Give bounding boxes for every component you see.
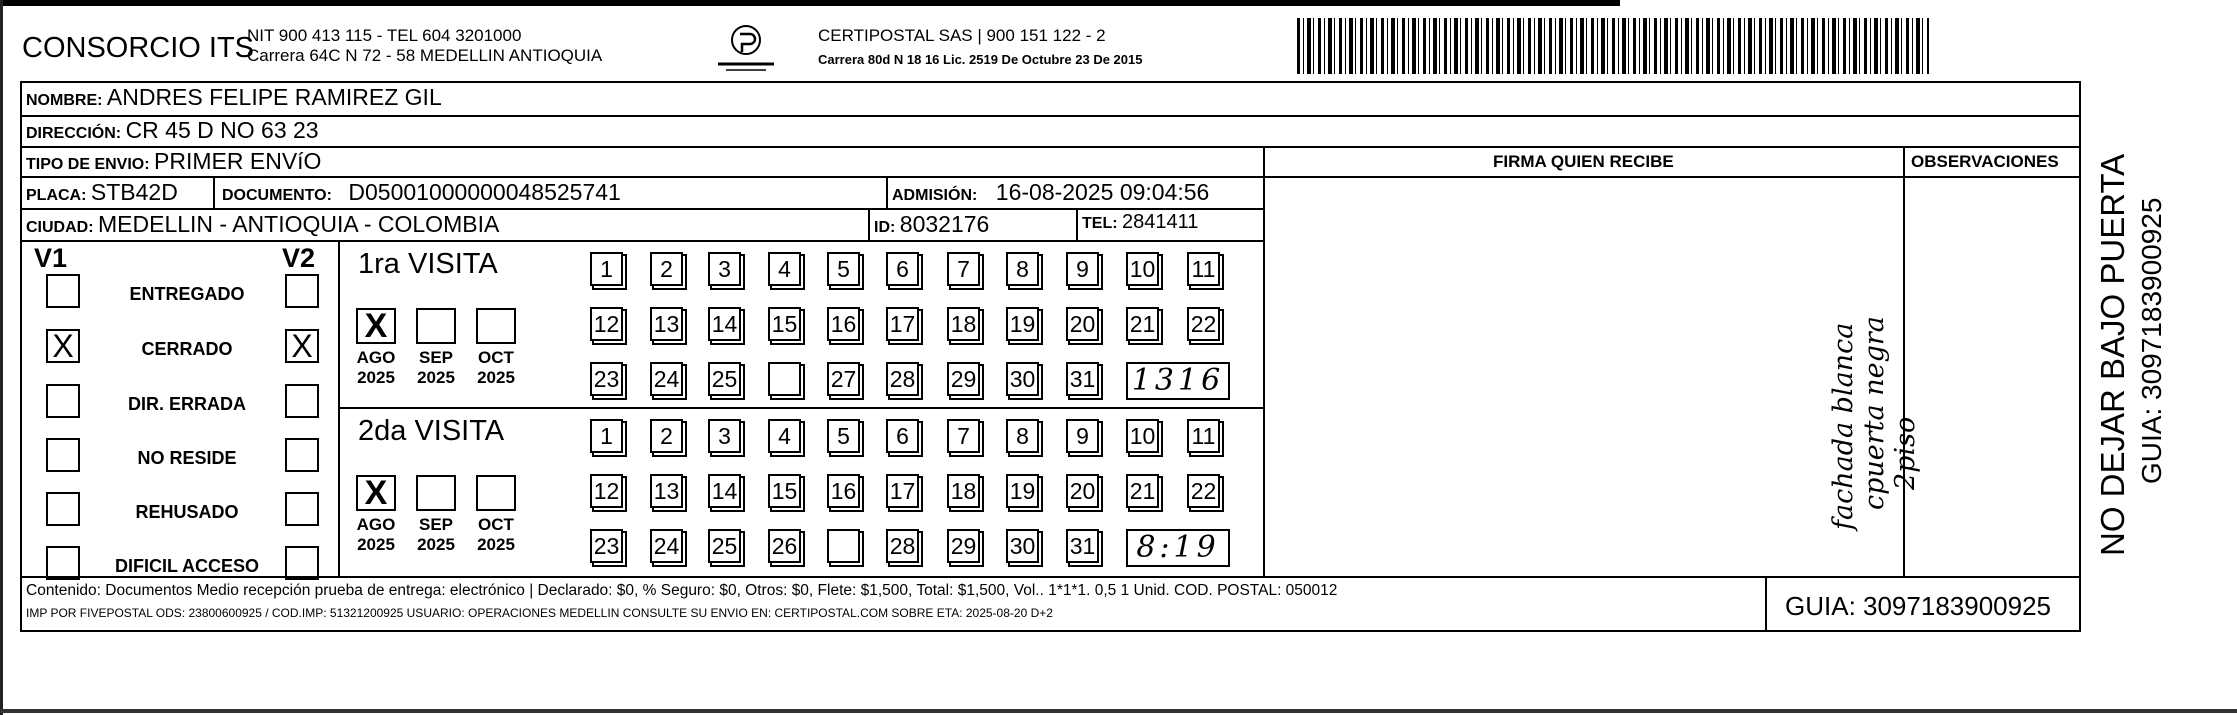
- day-box[interactable]: 16: [827, 474, 860, 508]
- month-checkbox[interactable]: [416, 308, 456, 344]
- tel-label: TEL:: [1082, 215, 1118, 232]
- imp-line: IMP POR FIVEPOSTAL ODS: 23800600925 / COD.IMP: 51321200925 USUARIO: OPERACIONES MEDELLIN CONSULTE SU ENVIO EN: CERTIPOSTAL.COM SOBRE ETA: 2025-08-20 D+2: [26, 606, 1053, 620]
- ciudad-value: MEDELLIN - ANTIOQUIA - COLOMBIA: [98, 211, 500, 237]
- day-box[interactable]: 5: [827, 252, 860, 286]
- tel-cell: [1082, 211, 1198, 234]
- day-box[interactable]: 2: [650, 252, 683, 286]
- certipostal-logo: [710, 22, 782, 76]
- day-box[interactable]: 14: [708, 474, 741, 508]
- day-box[interactable]: 17: [886, 474, 919, 508]
- day-box[interactable]: 15: [768, 474, 801, 508]
- placa-label: PLACA:: [26, 187, 87, 204]
- observaciones-note: [1828, 290, 1921, 530]
- label-frame: [20, 81, 2081, 632]
- month-year: 2025: [477, 535, 515, 554]
- day-box[interactable]: 1: [590, 252, 623, 286]
- day-box[interactable]: 21: [1126, 307, 1159, 341]
- day-box[interactable]: 26: [768, 529, 801, 563]
- day-box[interactable]: 17: [886, 307, 919, 341]
- day-box[interactable]: 18: [947, 307, 980, 341]
- documento-value: D05001000000048525741: [348, 179, 621, 205]
- day-box[interactable]: 31: [1066, 529, 1099, 563]
- day-box[interactable]: 31: [1066, 362, 1099, 396]
- month-checkbox[interactable]: [416, 475, 456, 511]
- day-box[interactable]: [827, 529, 860, 563]
- status-v2-checkbox[interactable]: [285, 546, 319, 580]
- day-box[interactable]: 12: [590, 474, 623, 508]
- note-line-3: 2piso: [1890, 416, 1921, 490]
- month-year: 2025: [357, 535, 395, 554]
- day-box[interactable]: 11: [1187, 419, 1220, 453]
- status-v1-checkbox[interactable]: [46, 546, 80, 580]
- day-box[interactable]: 25: [708, 529, 741, 563]
- month-label: [466, 515, 526, 555]
- day-box[interactable]: 24: [650, 529, 683, 563]
- id-value: 8032176: [899, 211, 990, 237]
- month-label: [466, 348, 526, 388]
- day-box[interactable]: 29: [947, 362, 980, 396]
- day-box[interactable]: 13: [650, 307, 683, 341]
- day-box[interactable]: 9: [1066, 252, 1099, 286]
- month-name: SEP: [418, 515, 454, 534]
- v2-label: V2: [282, 243, 316, 273]
- note-line-1: fachada blanca: [1828, 322, 1859, 530]
- day-box[interactable]: 4: [768, 419, 801, 453]
- admision-value: 16-08-2025 09:04:56: [995, 179, 1210, 205]
- day-box[interactable]: 12: [590, 307, 623, 341]
- day-box[interactable]: 15: [768, 307, 801, 341]
- day-box[interactable]: 28: [886, 362, 919, 396]
- day-box[interactable]: 16: [827, 307, 860, 341]
- day-box[interactable]: 11: [1187, 252, 1220, 286]
- day-box[interactable]: 8: [1006, 419, 1039, 453]
- month-year: 2025: [417, 368, 455, 387]
- day-box[interactable]: 4: [768, 252, 801, 286]
- month-name: OCT: [478, 515, 514, 534]
- direccion-label: DIRECCIÓN:: [26, 125, 122, 142]
- id-label: ID:: [874, 219, 896, 236]
- header-contact: [247, 26, 602, 66]
- tipo-row: [26, 148, 321, 175]
- day-box[interactable]: 18: [947, 474, 980, 508]
- day-box[interactable]: 23: [590, 362, 623, 396]
- day-box[interactable]: 10: [1126, 252, 1159, 286]
- day-box[interactable]: 2: [650, 419, 683, 453]
- day-box[interactable]: 23: [590, 529, 623, 563]
- admision-label: ADMISIÓN:: [892, 187, 978, 204]
- day-box[interactable]: [768, 362, 801, 396]
- day-box[interactable]: 27: [827, 362, 860, 396]
- day-box[interactable]: 19: [1006, 474, 1039, 508]
- status-v2-checkbox[interactable]: [285, 384, 319, 418]
- day-box[interactable]: 9: [1066, 419, 1099, 453]
- day-box[interactable]: 1: [590, 419, 623, 453]
- day-box[interactable]: 10: [1126, 419, 1159, 453]
- day-box[interactable]: 7: [947, 252, 980, 286]
- month-checkbox[interactable]: [476, 308, 516, 344]
- day-box[interactable]: 14: [708, 307, 741, 341]
- barcode: [1297, 18, 1929, 74]
- day-box[interactable]: 29: [947, 529, 980, 563]
- month-label: [346, 515, 406, 555]
- contenido-line: Contenido: Documentos Medio recepción prueba de entrega: electrónico | Declarado: $0, % Seguro: $0, Otros: $0, Flete: $1,500, Total: $1,500, Vol.. 1*1*1. 0,5 1 Unid. COD. POSTAL: 050012: [26, 582, 1338, 599]
- visit-time[interactable]: 1316: [1126, 362, 1230, 400]
- nombre-label: NOMBRE:: [26, 92, 103, 109]
- day-box[interactable]: 13: [650, 474, 683, 508]
- day-box[interactable]: 8: [1006, 252, 1039, 286]
- month-year: 2025: [417, 535, 455, 554]
- day-box[interactable]: 22: [1187, 474, 1220, 508]
- documento-label: DOCUMENTO:: [222, 187, 332, 204]
- placa-value: STB42D: [90, 179, 178, 205]
- status-v1-checkbox[interactable]: [46, 274, 80, 308]
- id-cell: [874, 211, 989, 238]
- v1-label: V1: [34, 243, 68, 273]
- day-box[interactable]: 24: [650, 362, 683, 396]
- direccion-value: CR 45 D NO 63 23: [125, 117, 319, 143]
- bottom-border: [0, 709, 2237, 713]
- status-label: CERRADO: [141, 339, 233, 359]
- brand-name: CONSORCIO ITS: [22, 32, 255, 64]
- month-label: [406, 515, 466, 555]
- status-v2-checkbox[interactable]: [285, 438, 319, 472]
- status-v1-checkbox[interactable]: X: [46, 329, 80, 363]
- note-line-2: cpuerta negra: [1859, 316, 1890, 510]
- status-label: ENTREGADO: [129, 284, 245, 304]
- tipo-value: PRIMER ENVíO: [154, 148, 322, 174]
- direccion-row: [26, 117, 319, 144]
- day-box[interactable]: 25: [708, 362, 741, 396]
- placa-cell: [26, 179, 178, 206]
- day-box[interactable]: 20: [1066, 474, 1099, 508]
- month-checkbox[interactable]: X: [356, 308, 396, 344]
- month-year: 2025: [477, 368, 515, 387]
- day-box[interactable]: 6: [886, 419, 919, 453]
- footer-guia: GUIA: 3097183900925: [1785, 591, 2051, 621]
- visit-title: 2da VISITA: [358, 415, 505, 447]
- month-name: OCT: [478, 348, 514, 367]
- observaciones-label: OBSERVACIONES: [1911, 152, 2059, 171]
- month-name: AGO: [356, 515, 396, 534]
- day-box[interactable]: 21: [1126, 474, 1159, 508]
- documento-cell: [222, 179, 621, 206]
- day-box[interactable]: 3: [708, 252, 741, 286]
- visit-time[interactable]: 8:19: [1126, 529, 1230, 567]
- status-label: REHUSADO: [135, 502, 239, 522]
- top-border: [0, 0, 1620, 6]
- status-v2-checkbox[interactable]: [285, 492, 319, 526]
- side-guia: GUIA: 3097183900925: [2136, 197, 2167, 484]
- month-name: AGO: [356, 348, 396, 367]
- firma-label: FIRMA QUIEN RECIBE: [1493, 152, 1674, 171]
- admision-cell: [892, 179, 1209, 206]
- carrier-address: Carrera 80d N 18 16 Lic. 2519 De Octubre 23 De 2015: [818, 52, 1143, 67]
- day-box[interactable]: 30: [1006, 529, 1039, 563]
- status-v1-checkbox[interactable]: [46, 438, 80, 472]
- month-year: 2025: [357, 368, 395, 387]
- tipo-label: TIPO DE ENVIO:: [26, 156, 150, 173]
- status-v2-checkbox[interactable]: [285, 274, 319, 308]
- day-box[interactable]: 28: [886, 529, 919, 563]
- month-checkbox[interactable]: X: [356, 475, 396, 511]
- left-border: [0, 0, 3, 715]
- status-label: NO RESIDE: [137, 448, 237, 468]
- status-v2-checkbox[interactable]: X: [285, 329, 319, 363]
- status-label: DIFICIL ACCESO: [114, 556, 259, 576]
- nombre-value: ANDRES FELIPE RAMIREZ GIL: [106, 84, 442, 110]
- month-checkbox[interactable]: [476, 475, 516, 511]
- carrier-line: CERTIPOSTAL SAS | 900 151 122 - 2: [818, 26, 1106, 45]
- ciudad-cell: [26, 211, 499, 238]
- month-label: [346, 348, 406, 388]
- tel-value: 2841411: [1122, 211, 1199, 233]
- day-box[interactable]: 7: [947, 419, 980, 453]
- day-box[interactable]: 20: [1066, 307, 1099, 341]
- ciudad-label: CIUDAD:: [26, 219, 94, 236]
- month-name: SEP: [418, 348, 454, 367]
- nit-line: NIT 900 413 115 - TEL 604 3201000: [247, 26, 522, 45]
- visit-title: 1ra VISITA: [358, 248, 498, 280]
- month-label: [406, 348, 466, 388]
- address-line: Carrera 64C N 72 - 58 MEDELLIN ANTIOQUIA: [247, 46, 603, 65]
- day-box[interactable]: 19: [1006, 307, 1039, 341]
- day-box[interactable]: 30: [1006, 362, 1039, 396]
- status-v1-checkbox[interactable]: [46, 492, 80, 526]
- nombre-row: [26, 84, 442, 111]
- status-label: DIR. ERRADA: [127, 394, 246, 414]
- day-box[interactable]: 6: [886, 252, 919, 286]
- side-warning: NO DEJAR BAJO PUERTA: [2094, 153, 2131, 556]
- day-box[interactable]: 3: [708, 419, 741, 453]
- day-box[interactable]: 22: [1187, 307, 1220, 341]
- status-v1-checkbox[interactable]: [46, 384, 80, 418]
- day-box[interactable]: 5: [827, 419, 860, 453]
